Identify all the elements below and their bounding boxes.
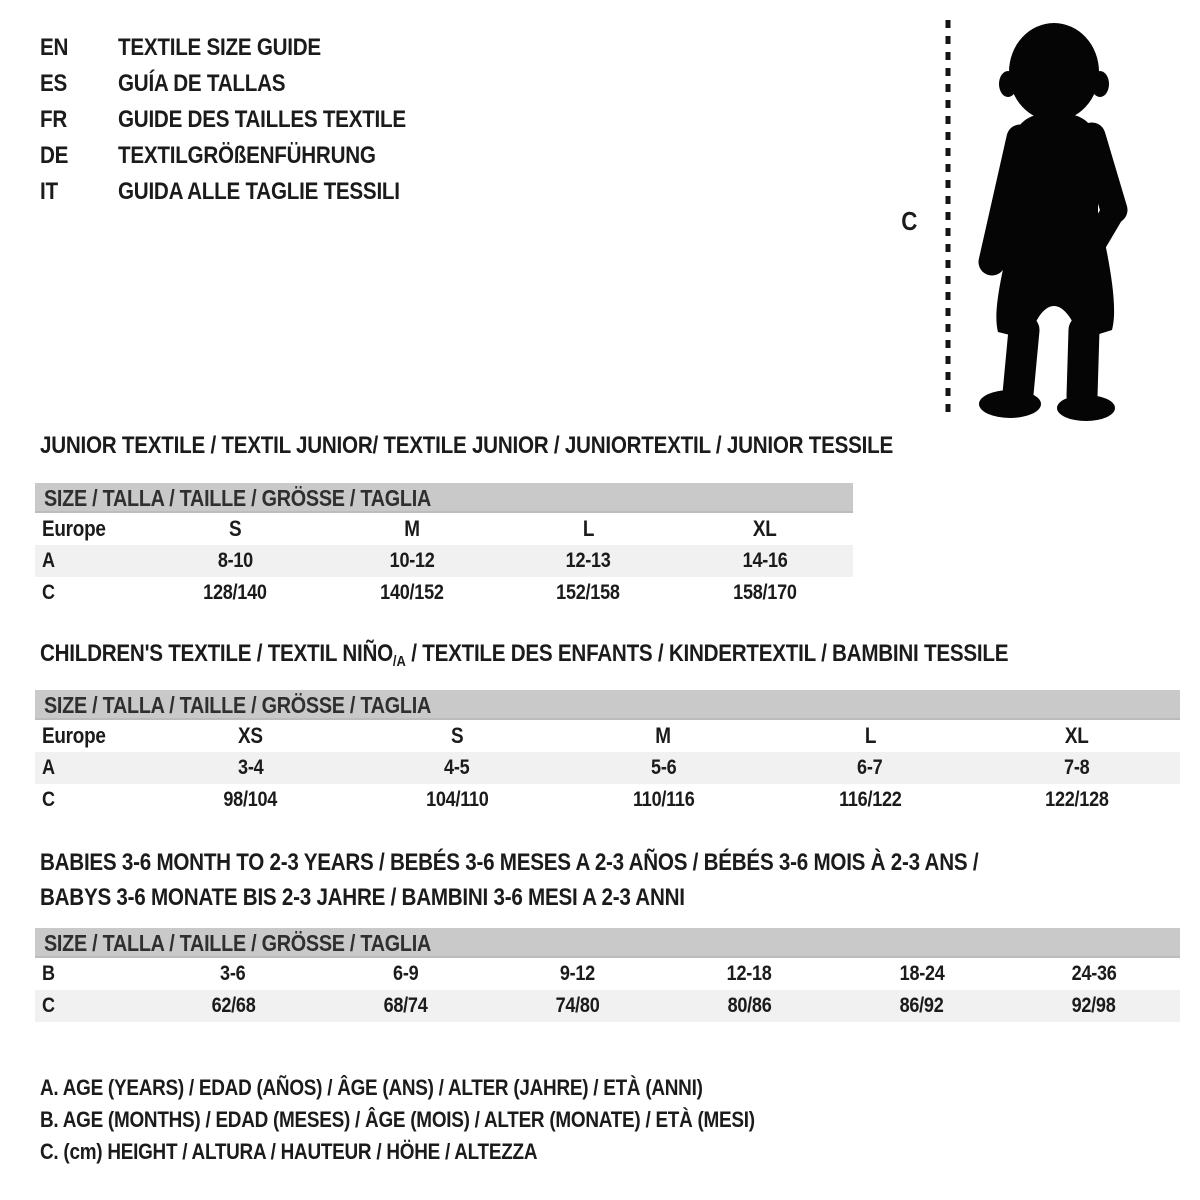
lang-code-it: IT [40, 178, 58, 205]
children-row-europe [35, 720, 1180, 752]
lang-title-es: GUÍA DE TALLAS [118, 70, 286, 97]
size-header-label: SIZE / TALLA / TAILLE / GRÖSSE / TAGLIA [44, 484, 431, 511]
age-cell: 8-10 [217, 549, 253, 572]
height-cell: 80/86 [727, 994, 772, 1017]
height-cell: 128/140 [203, 581, 267, 604]
nino-a-subscript: /A [392, 653, 406, 670]
age-cell: 5-6 [650, 756, 677, 779]
row-label: A [42, 549, 55, 572]
size-cell: S [229, 516, 242, 541]
age-cell: 7-8 [1063, 756, 1090, 779]
height-cell: 62/68 [211, 994, 256, 1017]
row-label: Europe [42, 723, 106, 748]
lang-code-en: EN [40, 34, 69, 61]
junior-row-age [35, 545, 853, 577]
size-header-label: SIZE / TALLA / TAILLE / GRÖSSE / TAGLIA [44, 929, 431, 956]
height-measure-label: C [901, 206, 918, 236]
age-cell: 3-4 [237, 756, 263, 779]
legend-line-a: A. AGE (YEARS) / EDAD (AÑOS) / ÂGE (ANS) / ALTER (JAHRE) / ETÀ (ANNI) [40, 1075, 703, 1100]
junior-row-europe [35, 513, 853, 545]
junior-row-height [35, 577, 853, 609]
lang-code-de: DE [40, 142, 69, 169]
size-cell: L [864, 723, 876, 748]
lang-row-de [40, 138, 453, 174]
junior-section-title: JUNIOR TEXTILE / TEXTIL JUNIOR/ TEXTILE JUNIOR / JUNIORTEXTIL / JUNIOR TESSILE [40, 432, 893, 459]
row-label: B [42, 962, 55, 985]
height-cell: 140/152 [380, 581, 444, 604]
height-cell: 104/110 [425, 788, 489, 811]
height-cell: 152/158 [556, 581, 620, 604]
size-header-label: SIZE / TALLA / TAILLE / GRÖSSE / TAGLIA [44, 691, 431, 718]
children-size-header-bar [35, 690, 1180, 720]
lang-row-it [40, 174, 453, 210]
row-label: C [42, 994, 55, 1017]
toddler-silhouette-image [960, 18, 1148, 422]
lang-title-de: TEXTILGRÖßENFÜHRUNG [118, 142, 376, 169]
height-cell: 68/74 [383, 994, 428, 1017]
children-row-age [35, 752, 1180, 784]
babies-title-line2: BABYS 3-6 MONATE BIS 2-3 JAHRE / BAMBINI 3-6 MESI A 2-3 ANNI [40, 884, 685, 911]
children-row-height [35, 784, 1180, 816]
row-label: C [42, 788, 55, 811]
months-cell: 18-24 [899, 962, 945, 985]
height-cell: 158/170 [733, 581, 797, 604]
row-label: Europe [42, 516, 106, 541]
lang-title-fr: GUIDE DES TAILLES TEXTILE [118, 106, 406, 133]
babies-section-title [40, 845, 1131, 915]
height-cell: 86/92 [899, 994, 944, 1017]
height-cell: 116/122 [838, 788, 902, 811]
children-section-title: CHILDREN'S TEXTILE / TEXTIL $NIÑO_{/A}$ / TEXTILE DES ENFANTS / KINDERTEXTIL / BAMBINI TESSILE [40, 640, 1009, 670]
babies-size-header-bar [35, 928, 1180, 958]
size-cell: M [655, 723, 672, 748]
months-cell: 6-9 [392, 962, 418, 985]
junior-size-header-bar [35, 483, 853, 513]
row-label: A [42, 756, 55, 779]
lang-code-fr: FR [40, 106, 68, 133]
measurement-legend [40, 1072, 871, 1168]
age-cell: 12-13 [565, 549, 611, 572]
row-label: C [42, 581, 55, 604]
height-cell: 122/128 [1044, 788, 1109, 811]
age-cell: 14-16 [742, 549, 788, 572]
height-cell: 110/116 [632, 788, 695, 811]
age-cell: 4-5 [444, 756, 470, 779]
size-cell: S [450, 723, 464, 748]
babies-row-months [35, 958, 1180, 990]
lang-title-en: TEXTILE SIZE GUIDE [118, 34, 321, 61]
height-cell: 98/104 [223, 788, 278, 811]
babies-title-line1: BABIES 3-6 MONTH TO 2-3 YEARS / BEBÉS 3-6 MESES A 2-3 AÑOS / BÉBÉS 3-6 MOIS À 2-3 ANS / [40, 849, 979, 876]
height-cell: 74/80 [555, 994, 600, 1017]
size-cell: XL [752, 516, 777, 541]
age-cell: 10-12 [389, 549, 435, 572]
lang-row-es [40, 66, 453, 102]
babies-row-height [35, 990, 1180, 1022]
legend-line-b: B. AGE (MONTHS) / EDAD (MESES) / ÂGE (MOIS) / ALTER (MONATE) / ETÀ (MESI) [40, 1107, 755, 1132]
age-cell: 6-7 [857, 756, 883, 779]
language-title-list [40, 30, 453, 210]
babies-size-table [35, 928, 1180, 1022]
months-cell: 24-36 [1071, 962, 1117, 985]
size-cell: XS [237, 723, 263, 748]
size-cell: M [403, 516, 420, 541]
legend-line-c: C. (cm) HEIGHT / ALTURA / HAUTEUR / HÖHE / ALTEZZA [40, 1139, 538, 1164]
lang-row-fr [40, 102, 453, 138]
months-cell: 3-6 [220, 962, 246, 985]
height-cell: 92/98 [1071, 994, 1116, 1017]
children-size-table [35, 690, 1180, 816]
months-cell: 9-12 [559, 962, 595, 985]
size-cell: L [582, 516, 594, 541]
lang-title-it: GUIDA ALLE TAGLIE TESSILI [118, 178, 400, 205]
months-cell: 12-18 [727, 962, 773, 985]
junior-size-table [35, 483, 853, 609]
lang-code-es: ES [40, 70, 68, 97]
size-cell: XL [1064, 723, 1089, 748]
height-measure-line [944, 20, 952, 418]
lang-row-en [40, 30, 453, 66]
